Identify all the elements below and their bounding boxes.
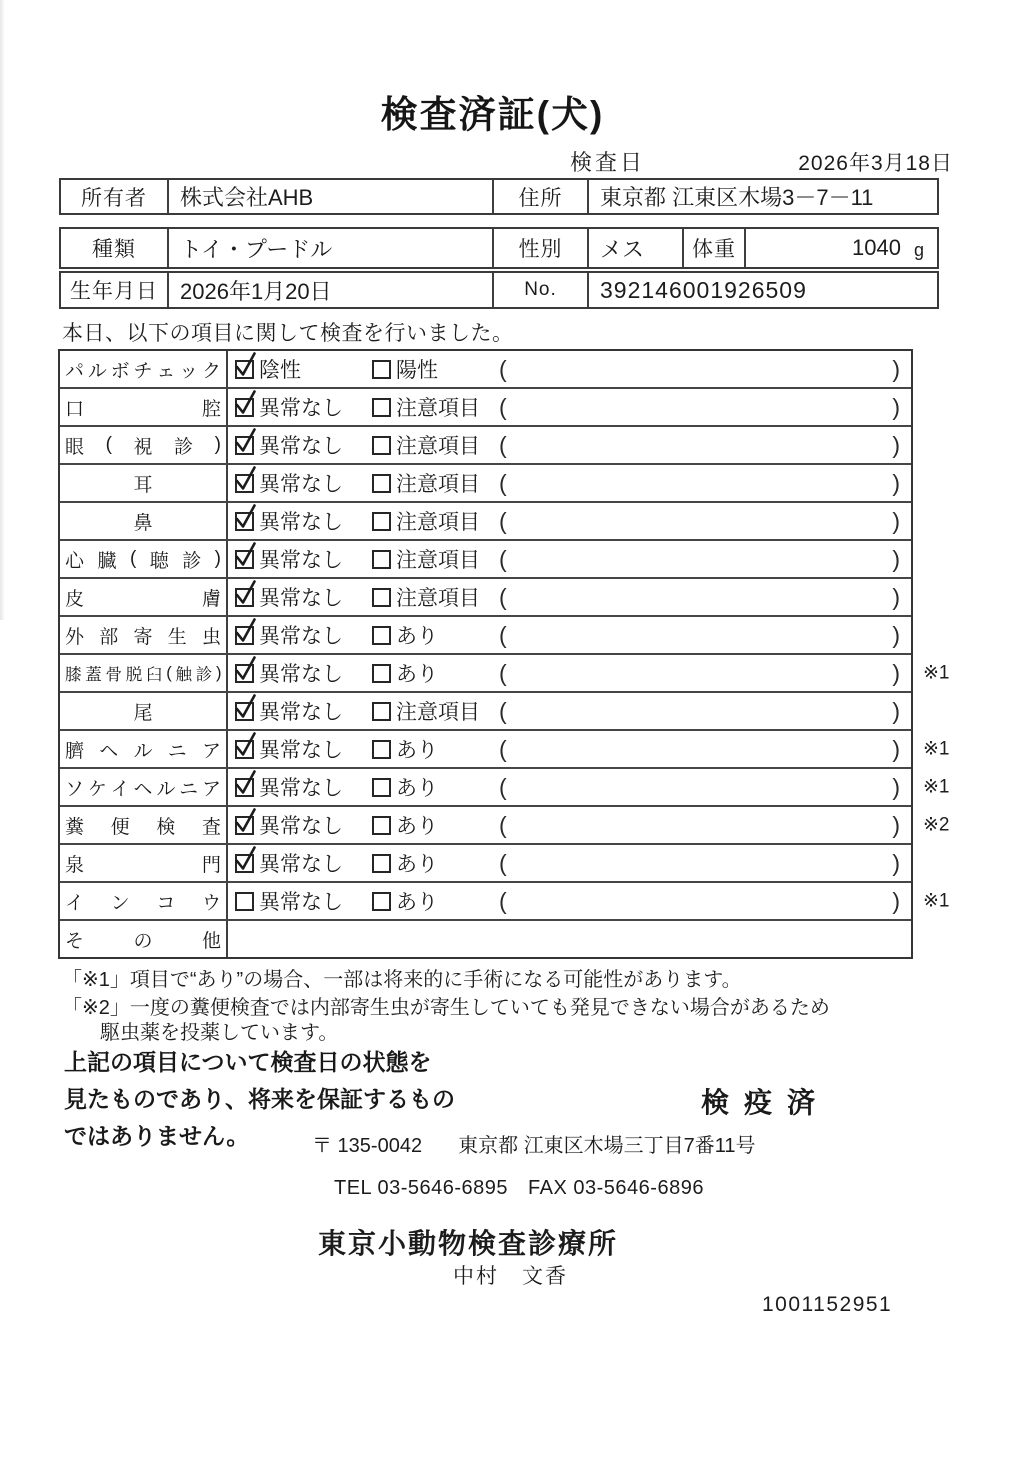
- fax-number: FAX 03-5646-6896: [528, 1177, 704, 1199]
- option-label: 陽性: [396, 359, 438, 382]
- intro-text: 本日、以下の項目に関して検査を行いました。: [62, 322, 514, 345]
- checkbox-option: [235, 658, 372, 688]
- checkbox-option: [372, 734, 499, 764]
- paren-open: (: [499, 393, 507, 420]
- option-label: 異常なし: [259, 587, 343, 610]
- paren-open: (: [499, 735, 507, 762]
- paren-close: ): [892, 849, 900, 876]
- option-label: 異常なし: [259, 891, 343, 914]
- paren-open: (: [499, 583, 507, 610]
- table-row: [60, 615, 911, 653]
- tel-number: TEL 03-5646-6895: [334, 1177, 509, 1199]
- disclaimer-line: 上記の項目について検査日の状態を: [64, 1049, 432, 1075]
- table-row: [60, 351, 911, 387]
- paren-close: ): [892, 659, 900, 686]
- checkbox-icon: [235, 892, 254, 911]
- option-label: 注意項目: [396, 549, 480, 572]
- checkbox-option: [372, 658, 499, 688]
- row-content: [228, 921, 911, 957]
- option-label: 異常なし: [259, 815, 343, 838]
- paren-open: (: [499, 545, 507, 572]
- inspection-table: [58, 349, 950, 959]
- table-row: [60, 387, 911, 425]
- table-row: [60, 919, 911, 957]
- checkbox-icon: [372, 816, 391, 835]
- owner-table: [59, 178, 939, 215]
- paren-close: ): [892, 431, 900, 458]
- item-label: 鼻: [60, 503, 228, 539]
- paren-close: ): [892, 507, 900, 534]
- row-content: [228, 427, 911, 463]
- option-label: 異常なし: [259, 473, 343, 496]
- checkbox-option: [235, 544, 372, 574]
- checkbox-icon: [372, 892, 391, 911]
- checkbox-option: [235, 392, 372, 422]
- row-content: [228, 883, 911, 919]
- checkbox-checked-icon: [235, 702, 254, 721]
- paren-close: ): [892, 735, 900, 762]
- checkbox-icon: [372, 550, 391, 569]
- checkbox-option: [235, 468, 372, 498]
- checkbox-icon: [372, 360, 391, 379]
- row-content: [228, 845, 911, 881]
- blank-field: [499, 394, 911, 421]
- blank-field: [499, 888, 911, 915]
- row-content: [228, 731, 911, 767]
- checkbox-option: [235, 848, 372, 878]
- item-label: そ の 他: [60, 921, 228, 957]
- checkbox-icon: [372, 588, 391, 607]
- row-content: [228, 655, 911, 691]
- clinic-name: 東京小動物検査診療所: [318, 1228, 619, 1259]
- checkbox-option: [372, 468, 499, 498]
- item-label: 外 部 寄 生 虫: [60, 617, 228, 653]
- clinic-tel-row: [334, 1177, 704, 1200]
- paren-close: ): [892, 773, 900, 800]
- checkbox-checked-icon: [235, 816, 254, 835]
- row-content: [228, 579, 911, 615]
- checkbox-icon: [372, 512, 391, 531]
- checkbox-icon: [372, 664, 391, 683]
- clinic-postal-row: [312, 1129, 756, 1158]
- checkbox-option: [235, 582, 372, 612]
- address-label: 住所: [492, 180, 587, 213]
- checkbox-option: [235, 696, 372, 726]
- checkbox-checked-icon: [235, 740, 254, 759]
- option-label: 異常なし: [259, 777, 343, 800]
- table-row: [60, 691, 911, 729]
- option-label: 異常なし: [259, 397, 343, 420]
- blank-field: [499, 660, 911, 687]
- quarantine-stamp: 検疫済: [701, 1087, 831, 1118]
- checkbox-option: [235, 354, 372, 384]
- paren-close: ): [892, 355, 900, 382]
- item-label: パ ル ボ チ ェ ッ ク: [60, 351, 228, 387]
- owner-label: 所有者: [81, 186, 147, 210]
- blank-field: [499, 698, 911, 725]
- item-label: ソ ケ イ ヘ ル ニ ア: [60, 769, 228, 805]
- paren-open: (: [499, 469, 507, 496]
- item-label: 尾: [60, 693, 228, 729]
- checkbox-option: [372, 772, 499, 802]
- birthdate-value: 2026年1月20日: [167, 273, 492, 307]
- checkbox-option: [372, 544, 499, 574]
- checkbox-option: [235, 430, 372, 460]
- row-content: [228, 503, 911, 539]
- blank-field: [499, 470, 911, 497]
- postal-code: 〒 135-0042: [312, 1135, 423, 1157]
- weight-unit: g: [913, 239, 924, 260]
- item-label: 口 腔: [60, 389, 228, 425]
- option-label: 注意項目: [396, 701, 480, 724]
- footnote-2-continued: 駆虫薬を投薬しています。: [100, 1022, 339, 1044]
- row-content: [228, 769, 911, 805]
- checkbox-option: [235, 772, 372, 802]
- table-row: [60, 729, 950, 767]
- paren-open: (: [499, 621, 507, 648]
- option-label: 注意項目: [396, 511, 480, 534]
- option-label: 注意項目: [396, 587, 480, 610]
- row-content: [228, 807, 911, 843]
- checkbox-icon: [372, 702, 391, 721]
- checkbox-icon: [372, 474, 391, 493]
- clinic-address: 東京都 江東区木場三丁目7番11号: [458, 1135, 756, 1157]
- option-label: 注意項目: [396, 473, 480, 496]
- paren-close: ): [892, 621, 900, 648]
- checkbox-option: [372, 506, 499, 536]
- checkbox-icon: [372, 740, 391, 759]
- sex-label: 性別: [492, 229, 587, 267]
- paren-close: ): [892, 393, 900, 420]
- checkbox-checked-icon: [235, 550, 254, 569]
- checkbox-option: [235, 506, 372, 536]
- checkbox-icon: [372, 436, 391, 455]
- blank-field: [499, 622, 911, 649]
- option-label: 異常なし: [259, 511, 343, 534]
- disclaimer-line: 見たものであり、将来を保証するもの: [64, 1086, 455, 1112]
- checkbox-checked-icon: [235, 436, 254, 455]
- no-label: No.: [492, 273, 587, 307]
- option-label: 異常なし: [259, 663, 343, 686]
- inspection-date-label: 検査日: [570, 150, 646, 175]
- row-content: [228, 389, 911, 425]
- option-label: 陰性: [259, 359, 301, 382]
- weight-label: 体重: [682, 229, 744, 267]
- checkbox-option: [372, 354, 499, 384]
- checkbox-checked-icon: [235, 664, 254, 683]
- note-ref: ※1: [923, 890, 950, 912]
- paren-close: ): [892, 887, 900, 914]
- table-row: [60, 767, 950, 805]
- option-label: 異常なし: [259, 435, 343, 458]
- birthdate-label: 生年月日: [70, 280, 158, 303]
- option-label: あり: [396, 891, 438, 914]
- table-row: [60, 425, 911, 463]
- disclaimer-line: ではありません。: [64, 1123, 250, 1149]
- option-label: 異常なし: [259, 853, 343, 876]
- birth-no-table: [59, 271, 939, 309]
- item-label: 糞 便 検 査: [60, 807, 228, 843]
- note-ref: ※1: [923, 776, 950, 798]
- paren-close: ): [892, 697, 900, 724]
- inspection-date-value: 2026年3月18日: [798, 152, 953, 175]
- item-label: イ ン コ ウ: [60, 883, 228, 919]
- checkbox-icon: [372, 398, 391, 417]
- address-value: 東京都 江東区木場3－7－11: [587, 180, 937, 213]
- paren-open: (: [499, 507, 507, 534]
- blank-field: [499, 584, 911, 611]
- option-label: あり: [396, 739, 438, 762]
- table-row: [60, 577, 911, 615]
- table-row: [60, 463, 911, 501]
- blank-field: [499, 432, 911, 459]
- option-label: あり: [396, 815, 438, 838]
- paren-close: ): [892, 583, 900, 610]
- checkbox-option: [372, 620, 499, 650]
- option-label: 注意項目: [396, 397, 480, 420]
- row-content: [228, 693, 911, 729]
- checkbox-option: [235, 620, 372, 650]
- paren-open: (: [499, 431, 507, 458]
- option-label: 異常なし: [259, 549, 343, 572]
- paren-open: (: [499, 355, 507, 382]
- note-ref: ※2: [923, 814, 950, 836]
- option-label: 異常なし: [259, 625, 343, 648]
- checkbox-checked-icon: [235, 854, 254, 873]
- table-row: [60, 653, 950, 691]
- checkbox-checked-icon: [235, 398, 254, 417]
- checkbox-option: [372, 848, 499, 878]
- checkbox-option: [372, 582, 499, 612]
- checkbox-option: [235, 810, 372, 840]
- option-label: 異常なし: [259, 701, 343, 724]
- row-content: [228, 617, 911, 653]
- footnote-1: 「※1」項目で“あり”の場合、一部は将来的に手術になる可能性があります。: [62, 969, 742, 991]
- row-content: [228, 465, 911, 501]
- paren-open: (: [499, 849, 507, 876]
- checkbox-option: [372, 392, 499, 422]
- checkbox-option: [372, 886, 499, 916]
- checkbox-checked-icon: [235, 512, 254, 531]
- checkbox-icon: [372, 778, 391, 797]
- checkbox-icon: [372, 854, 391, 873]
- item-label: 皮 膚: [60, 579, 228, 615]
- no-value: 392146001926509: [587, 273, 937, 307]
- paren-close: ): [892, 469, 900, 496]
- blank-field: [499, 736, 911, 763]
- table-row: [60, 805, 950, 843]
- veterinarian-name: 中村 文香: [453, 1265, 568, 1288]
- footnote-2: 「※2」一度の糞便検査では内部寄生虫が寄生していても発見できない場合があるため: [62, 997, 830, 1019]
- pet-info-table: [59, 227, 939, 269]
- paren-open: (: [499, 811, 507, 838]
- paren-open: (: [499, 887, 507, 914]
- option-label: 注意項目: [396, 435, 480, 458]
- checkbox-checked-icon: [235, 474, 254, 493]
- option-label: あり: [396, 777, 438, 800]
- item-label: 泉 門: [60, 845, 228, 881]
- table-row: [60, 843, 911, 881]
- note-ref: ※1: [923, 662, 950, 684]
- weight-value-cell: [744, 229, 937, 267]
- option-label: あり: [396, 625, 438, 648]
- paren-open: (: [499, 697, 507, 724]
- item-label: 膝 蓋 骨 脱 臼 ( 触 診 ): [60, 655, 228, 691]
- checkbox-option: [372, 696, 499, 726]
- paren-open: (: [499, 773, 507, 800]
- checkbox-option: [372, 810, 499, 840]
- serial-number: 1001152951: [762, 1293, 893, 1316]
- option-label: あり: [396, 853, 438, 876]
- table-row: [60, 539, 911, 577]
- sex-value: メス: [587, 229, 682, 267]
- checkbox-checked-icon: [235, 626, 254, 645]
- item-label: 耳: [60, 465, 228, 501]
- blank-field: [499, 546, 911, 573]
- blank-field: [499, 812, 911, 839]
- breed-value: トイ・プードル: [167, 229, 492, 267]
- option-label: あり: [396, 663, 438, 686]
- owner-value: 株式会社AHB: [167, 180, 492, 213]
- paren-open: (: [499, 659, 507, 686]
- blank-field: [499, 356, 911, 383]
- checkbox-option: [235, 734, 372, 764]
- checkbox-option: [235, 886, 372, 916]
- weight-value: 1040: [852, 235, 901, 260]
- checkbox-checked-icon: [235, 778, 254, 797]
- blank-field: [499, 850, 911, 877]
- item-label: 心 臓 ( 聴 診 ): [60, 541, 228, 577]
- checkbox-checked-icon: [235, 588, 254, 607]
- row-content: [228, 351, 911, 387]
- option-label: 異常なし: [259, 739, 343, 762]
- checkbox-option: [372, 430, 499, 460]
- checkbox-checked-icon: [235, 360, 254, 379]
- blank-field: [499, 774, 911, 801]
- blank-field: [499, 508, 911, 535]
- paren-close: ): [892, 545, 900, 572]
- breed-label: 種類: [92, 238, 136, 261]
- table-row: [60, 501, 911, 539]
- item-label: 眼 ( 視 診 ): [60, 427, 228, 463]
- row-content: [228, 541, 911, 577]
- table-row: [60, 881, 950, 919]
- note-ref: ※1: [923, 738, 950, 760]
- paren-close: ): [892, 811, 900, 838]
- checkbox-icon: [372, 626, 391, 645]
- item-label: 臍 ヘ ル ニ ア: [60, 731, 228, 767]
- page-title: 検査済証(犬): [380, 94, 605, 135]
